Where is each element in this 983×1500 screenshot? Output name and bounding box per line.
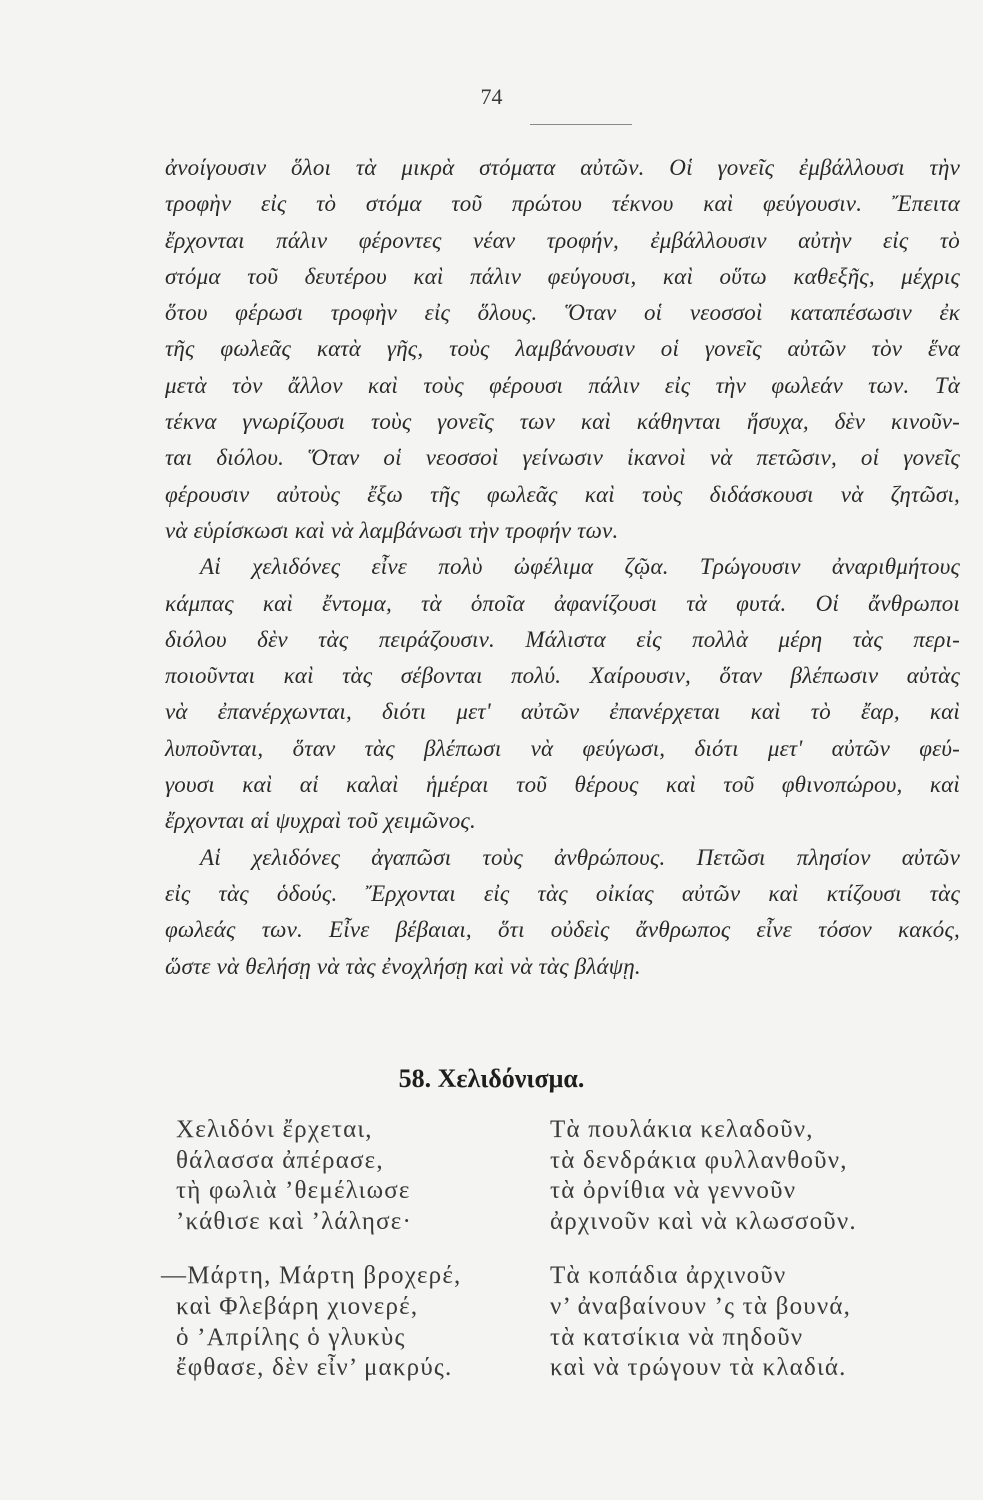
- text-line: ὅτου φέρωσι τροφὴν εἰς ὅλους. Ὅταν οἱ νεοσσοὶ καταπέσωσιν ἐκ: [165, 300, 960, 326]
- text-line: Αἱ χελιδόνες εἶνε πολὺ ὠφέλιμα ζῷα. Τρώγουσιν ἀναριθμήτους: [200, 554, 960, 580]
- text-line: τέκνα γνωρίζουσι τοὺς γονεῖς των καὶ κάθηνται ἥσυχα, δὲν κινοῦν-: [165, 409, 960, 435]
- poem-line: καὶ Φλεβάρη χιονερέ,: [176, 1292, 419, 1320]
- text-line: ται διόλου. Ὅταν οἱ νεοσσοὶ γείνωσιν ἱκανοὶ νὰ πετῶσιν, οἱ γονεῖς: [165, 445, 960, 471]
- poem-line: ν’ ἀναβαίνουν ’ς τὰ βουνά,: [550, 1292, 852, 1320]
- poem-line: θάλασσα ἀπέρασε,: [176, 1146, 384, 1174]
- text-line: κάμπας καὶ ἔντομα, τὰ ὁποῖα ἀφανίζουσι τὰ φυτά. Οἱ ἄνθρωποι: [165, 590, 960, 616]
- poem-line: τὰ δενδράκια φυλλανθοῦν,: [550, 1146, 848, 1174]
- poem-line: ὁ ’Απρίλης ὁ γλυκὺς: [176, 1323, 406, 1351]
- text-line: τροφὴν εἰς τὸ στόμα τοῦ πρώτου τέκνου καὶ φεύγουσιν. Ἔπειτα: [165, 191, 960, 217]
- paragraph-1: [165, 150, 960, 549]
- stanza-gap: [550, 1237, 960, 1261]
- text-line: ἔρχονται αἱ ψυχραὶ τοῦ χειμῶνος.: [165, 808, 476, 834]
- poem-stanza: [550, 1261, 960, 1383]
- text-line: φωλεάς των. Εἶνε βέβαιαι, ὅτι οὐδεὶς ἄνθρωπος εἶνε τόσον κακός,: [165, 917, 960, 943]
- header-rule: [530, 124, 632, 125]
- poem-left-column: [161, 1115, 536, 1384]
- text-line: νὰ ἐπανέρχωνται, διότι μετ' αὐτῶν ἐπανέρχεται καὶ τὸ ἔαρ, καὶ: [165, 699, 960, 725]
- text-line: μετὰ τὸν ἄλλον καὶ τοὺς φέρουσι πάλιν εἰς τὴν φωλεάν των. Τὰ: [165, 372, 960, 398]
- text-line: φέρουσιν αὐτοὺς ἔξω τῆς φωλεᾶς καὶ τοὺς διδάσκουσι νὰ ζητῶσι,: [165, 481, 960, 507]
- poem-line: τὴ φωλιὰ ’θεμέλιωσε: [176, 1177, 411, 1205]
- poem-line: ἀρχινοῦν καὶ νὰ κλωσσοῦν.: [550, 1207, 857, 1235]
- poem-line: Τὰ πουλάκια κελαδοῦν,: [550, 1116, 814, 1143]
- prose-body: [165, 150, 960, 985]
- poem-line: Τὰ κοπάδια ἀρχινοῦν: [550, 1262, 787, 1290]
- poem-stanza: [550, 1115, 960, 1237]
- text-line: στόμα τοῦ δευτέρου καὶ πάλιν φεύγουσι, καὶ οὕτω καθεξῆς, μέχρις: [165, 263, 960, 289]
- text-line: ποιοῦνται καὶ τὰς σέβονται πολύ. Χαίρουσιν, ὅταν βλέπωσιν αὐτὰς: [165, 663, 960, 689]
- paragraph-3: [165, 840, 960, 985]
- text-line: νὰ εὑρίσκωσι καὶ νὰ λαμβάνωσι τὴν τροφήν των.: [165, 517, 619, 543]
- text-line: τῆς φωλεᾶς κατὰ γῆς, τοὺς λαμβάνουσιν οἱ γονεῖς αὐτῶν τὸν ἕνα: [165, 336, 960, 362]
- poem-line: τὰ κατσίκια νὰ πηδοῦν: [550, 1323, 804, 1351]
- text-line: ἀνοίγουσιν ὅλοι τὰ μικρὰ στόματα αὐτῶν. Οἱ γονεῖς ἐμβάλλουσι τὴν: [165, 155, 960, 180]
- text-line: διόλου δὲν τὰς πειράζουσιν. Μάλιστα εἰς πολλὰ μέρη τὰς περι-: [165, 626, 960, 652]
- text-line: εἰς τὰς ὁδούς. Ἔρχονται εἰς τὰς οἰκίας αὐτῶν καὶ κτίζουσι τὰς: [165, 880, 960, 906]
- text-line: λυποῦνται, ὅταν τὰς βλέπωσι νὰ φεύγωσι, διότι μετ' αὐτῶν φεύ-: [165, 735, 960, 761]
- poem-line: —Μάρτη, Μάρτη βροχερέ,: [161, 1262, 462, 1290]
- poem-right-column: [550, 1115, 960, 1384]
- section-title: 58. Χελιδόνισμα.: [398, 1064, 585, 1093]
- text-line: ὥστε νὰ θελήσῃ νὰ τὰς ἐνοχλήσῃ καὶ νὰ τὰς βλάψῃ.: [165, 953, 641, 979]
- text-line: ἔρχονται πάλιν φέροντες νέαν τροφήν, ἐμβάλλουσιν αὐτὴν εἰς τὸ: [165, 227, 960, 253]
- paragraph-2: [165, 549, 960, 839]
- poem-line: Χελιδόνι ἔρχεται,: [176, 1116, 373, 1143]
- stanza-gap: [176, 1237, 536, 1261]
- page-number: 74: [480, 84, 503, 109]
- text-line: γουσι καὶ αἱ καλαὶ ἡμέραι τοῦ θέρους καὶ τοῦ φθινοπώρου, καὶ: [165, 772, 960, 798]
- text-line: Αἱ χελιδόνες ἀγαπῶσι τοὺς ἀνθρώπους. Πετῶσι πλησίον αὐτῶν: [200, 844, 960, 870]
- poem-stanza: [161, 1261, 536, 1383]
- poem-line: τὰ ὀρνίθια νὰ γεννοῦν: [550, 1177, 797, 1205]
- poem-stanza: [176, 1115, 536, 1237]
- poem-line: ’κάθισε καὶ ’λάλησε·: [176, 1207, 412, 1235]
- poem-line: καὶ νὰ τρώγουν τὰ κλαδιά.: [550, 1354, 847, 1382]
- poem-line: ἔφθασε, δὲν εἶν’ μακρύς.: [176, 1354, 453, 1382]
